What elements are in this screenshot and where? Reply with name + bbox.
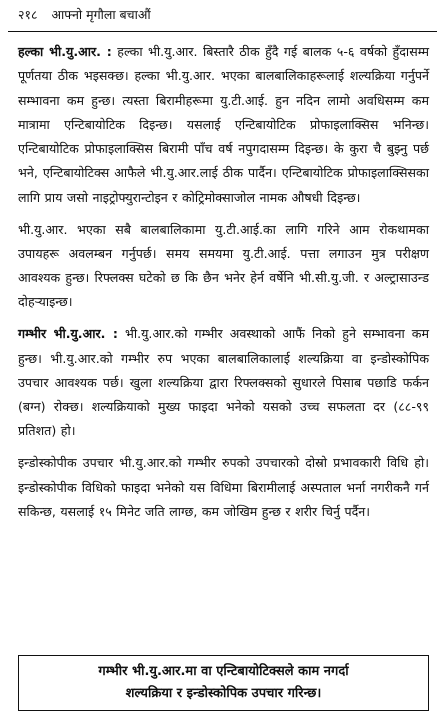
page-header [18, 6, 429, 28]
paragraph-text: इन्डोस्कोपीक उपचार भी.यु.आर.को गम्भीर रुपको उपचारको दोस्रो प्रभावकारी विधि हो। इन्डोस्कोपीक विधिको फाइदा भनेको यस विधिमा बिरामीलाई अस्पताल भर्ना नगरीकनै गर्न सकिन्छ, यसलाई १५ मिनेट जति लाग्छ, कम जोखिम हुन्छ र शरीर चिर्नु पर्दैन। [18, 455, 429, 519]
paragraph-endoscopic [18, 451, 429, 524]
summary-callout-box [18, 655, 429, 711]
paragraph-text: हल्का भी.यु.आर. बिस्तारै ठीक हुँदै गई बालक ५-६ वर्षको हुँदासम्म पूर्णतया ठीक भइसक्छ। हल्का भी.यु.आर. भएका बालबालिकाहरूलाई शल्यक्रिया गर्नुपर्ने सम्भावना कम हुन्छ। त्यस्ता बिरामीहरूमा यु.टी.आई. हुन नदिन लामो अवधिसम्म कम मात्रामा एन्टिबायोटिक दिइन्छ। यसलाई एन्टिबायोटिक प्रोफाइलाक्सिस भनिन्छ। एन्टिबायोटिक प्रोफाइलाक्सिस बिरामी पाँच वर्ष नपुगदासम्म दिइन्छ। के कुरा चै बुझ्नु पर्छ भने, एन्टिबायोटिक्स आफैले भी.यु.आर.लाई ठीक पार्दैन। एन्टिबायोटिक प्रोफाइलाक्सिसका लागि प्राय जसो नाइट्रोफ्युरान्टोइन र कोट्रिमोक्साजोल नामक औषधी दिइन्छ। [18, 44, 430, 205]
paragraph-text: भी.यु.आर. भएका सबै बालबालिकामा यु.टी.आई.का लागि गरिने आम रोकथामका उपायहरू अवलम्बन गर्नुपर्छ। समय समयमा यु.टी.आई. पत्ता लगाउन मुत्र परीक्षण आवश्यक हुन्छ। रिफ्लक्स घटेको छ कि छैन भनेर हेर्न वर्षेनि भी.सी.यु.जी. र अल्ट्रासाउन्ड दोहऱ्याइन्छ। [18, 221, 429, 310]
paragraph-lead-severe: गम्भीर भी.यु.आर. : [18, 326, 118, 342]
paragraph-text: भी.यु.आर.को गम्भीर अवस्थाको आफैं निको हुने सम्भावना कम हुन्छ। भी.यु.आर.को गम्भीर रुप भएका बालबालिकालाई शल्यक्रिया वा इन्डोस्कोपिक उपचार आवश्यक पर्छ। खुला शल्यक्रिया द्वारा रिफ्लक्सको सुधारले पिसाब पछाडि फर्कन (बग्न) रोक्छ। शल्यक्रियाको मुख्य फाइदा भनेको यसको उच्च सफलता दर (८८-९९ प्रतिशत) हो। [18, 326, 429, 439]
body-text [18, 40, 429, 532]
paragraph-severe-vur [18, 322, 429, 443]
paragraph-mild-vur [18, 40, 429, 210]
running-title: आफ्नो मृगौला बचाऔं [51, 7, 151, 22]
paragraph-lead-mild: हल्का भी.यु.आर. : [18, 44, 112, 59]
header-rule [8, 31, 437, 32]
page-number: २१८ [18, 7, 38, 22]
paragraph-prevention [18, 218, 429, 315]
callout-line-1: गम्भीर भी.यु.आर.मा वा एन्टिबायोटिक्सले काम नगर्दा [98, 664, 349, 679]
callout-line-2: शल्यक्रिया र इन्डोस्कोपिक उपचार गरिन्छ। [125, 686, 322, 701]
